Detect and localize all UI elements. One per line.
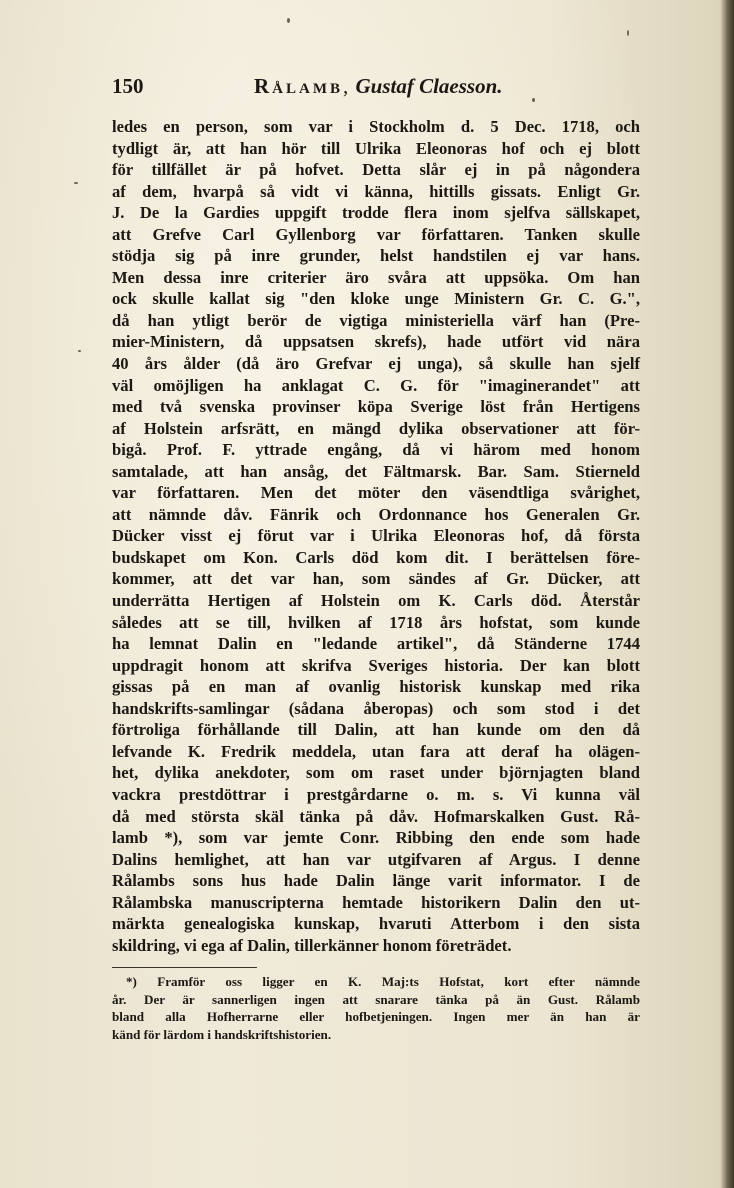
text-line: ock skulle kallat sig "den kloke unge Ministern Gr. C. G.",	[112, 289, 640, 309]
text-line: underrätta Hertigen af Holstein om K. Carls död. Återstår	[112, 591, 640, 611]
text-line: då han ytligt berör de vigtiga ministeriella värf han (Pre-	[112, 310, 640, 330]
print-speck	[78, 350, 81, 352]
text-line: med två svenska provinser köpa Sverige löst från Hertigens	[112, 397, 640, 417]
text-line: lamb *), som var jemte Conr. Ribbing den ende som hade	[112, 828, 640, 848]
text-line: då med största skäl tänka på dåv. Hofmarskalken Gust. Rå-	[112, 806, 640, 826]
text-line: Dalins hemlighet, att han var utgifvaren af Argus. I denne	[112, 849, 640, 869]
text-line: Rålambs sons hus hade Dalin länge varit informator. I de	[112, 871, 640, 891]
text-line: skildring, vi ega af Dalin, tillerkänner honom företrädet.	[112, 935, 512, 955]
footnote-line: år. Der är sannerligen ingen att snarare tänka på än Gust. Rålamb	[112, 991, 640, 1007]
text-line: uppdragit honom att skrifva Sveriges historia. Der kan blott	[112, 655, 640, 675]
print-speck	[74, 182, 78, 184]
text-line: att nämnde dåv. Fänrik och Ordonnance hos Generalen Gr.	[112, 504, 640, 524]
text-line: att Grefve Carl Gyllenborg var författaren. Tanken skulle	[112, 224, 640, 244]
running-head-surname: Rålamb	[254, 74, 343, 98]
text-line: af dem, hvarpå så vidt vi känna, hittills gissats. Enligt Gr.	[112, 181, 640, 201]
text-line: ledes en person, som var i Stockholm d. 5 Dec. 1718, och	[112, 117, 640, 136]
text-line: mier-Ministern, då uppsatsen skrefs), hade utfört vid nära	[112, 332, 640, 352]
text-line: af Holstein arfsrätt, en mängd dylika observationer att för-	[112, 418, 640, 438]
text-line: handskrifts-samlingar (sådana åberopas) och som stod i det	[112, 698, 640, 718]
text-line: samtalade, att han ansåg, det Fältmarsk. Bar. Sam. Stierneld	[112, 461, 640, 481]
footnote-divider	[112, 967, 257, 968]
text-line: för tillfället är på hofvet. Detta slår ej in på någondera	[112, 160, 640, 180]
text-line: kommer, att det var han, som sändes af Gr. Dücker, att	[112, 569, 640, 589]
text-line: 40 års ålder (då äro Grefvar ej unga), så skulle han sjelf	[112, 354, 640, 374]
footnote	[112, 973, 640, 1043]
running-head	[254, 74, 503, 99]
text-line: bigå. Prof. F. yttrade engång, då vi härom med honom	[112, 440, 640, 460]
text-line: förtroliga förhållande till Dalin, att han kunde om den då	[112, 720, 640, 740]
text-line: märkta genealogiska kunskap, hvaruti Atterbom i den sista	[112, 914, 640, 934]
text-line: Men dessa inre criterier äro svåra att uppsöka. Om han	[112, 267, 640, 287]
page-header	[112, 74, 652, 104]
text-line: väl omöjligen ha anklagat C. G. för "imaginerandet" att	[112, 375, 640, 395]
footnote-line: *) Framför oss ligger en K. Maj:ts Hofstat, kort efter nämnde	[126, 974, 640, 989]
text-line: J. De la Gardies uppgift trodde flera inom sjelfva sällskapet,	[112, 203, 640, 223]
footnote-line: känd för lärdom i handskriftshistorien.	[112, 1026, 332, 1042]
text-line: Rålambska manuscripterna hemtade historikern Dalin den ut-	[112, 892, 640, 912]
footnote-line: bland alla Hofherrarne eller hofbetjeningen. Ingen mer än han är	[112, 1009, 640, 1024]
page-number: 150	[112, 74, 144, 98]
text-line: het, dylika anekdoter, som om raset under björnjagten bland	[112, 763, 640, 783]
print-speck	[287, 18, 290, 23]
text-line: var författaren. Men det möter den väsendtliga svårighet,	[112, 483, 640, 503]
text-line: stödja sig på inre grunder, helst handstilen ej var hans.	[112, 246, 640, 266]
main-text	[112, 116, 640, 956]
page-edge-shadow	[720, 0, 734, 1188]
text-line: vackra prestdöttrar i prestgårdarne o. m. s. Vi kunna väl	[112, 784, 640, 804]
text-line: således att se till, hvilken af 1718 års hofstat, som kunde	[112, 612, 640, 632]
text-line: Dücker visst ej förut var i Ulrika Eleonoras hof, då första	[112, 526, 640, 546]
print-speck	[627, 30, 629, 36]
text-line: ha lemnat Dalin en "ledande artikel", då Ständerne 1744	[112, 634, 640, 654]
running-head-person: Gustaf Claesson.	[355, 74, 503, 98]
text-line: tydligt är, att han hör till Ulrika Eleonoras hof och ej blott	[112, 138, 640, 158]
text-line: lefvande K. Fredrik meddela, utan fara att deraf ha olägen-	[112, 741, 640, 761]
text-line: budskapet om Kon. Carls död kom dit. I berättelsen före-	[112, 547, 640, 567]
running-head-separator: ,	[343, 74, 349, 98]
text-line: gissas på en man af ovanlig historisk kunskap med rika	[112, 677, 640, 697]
